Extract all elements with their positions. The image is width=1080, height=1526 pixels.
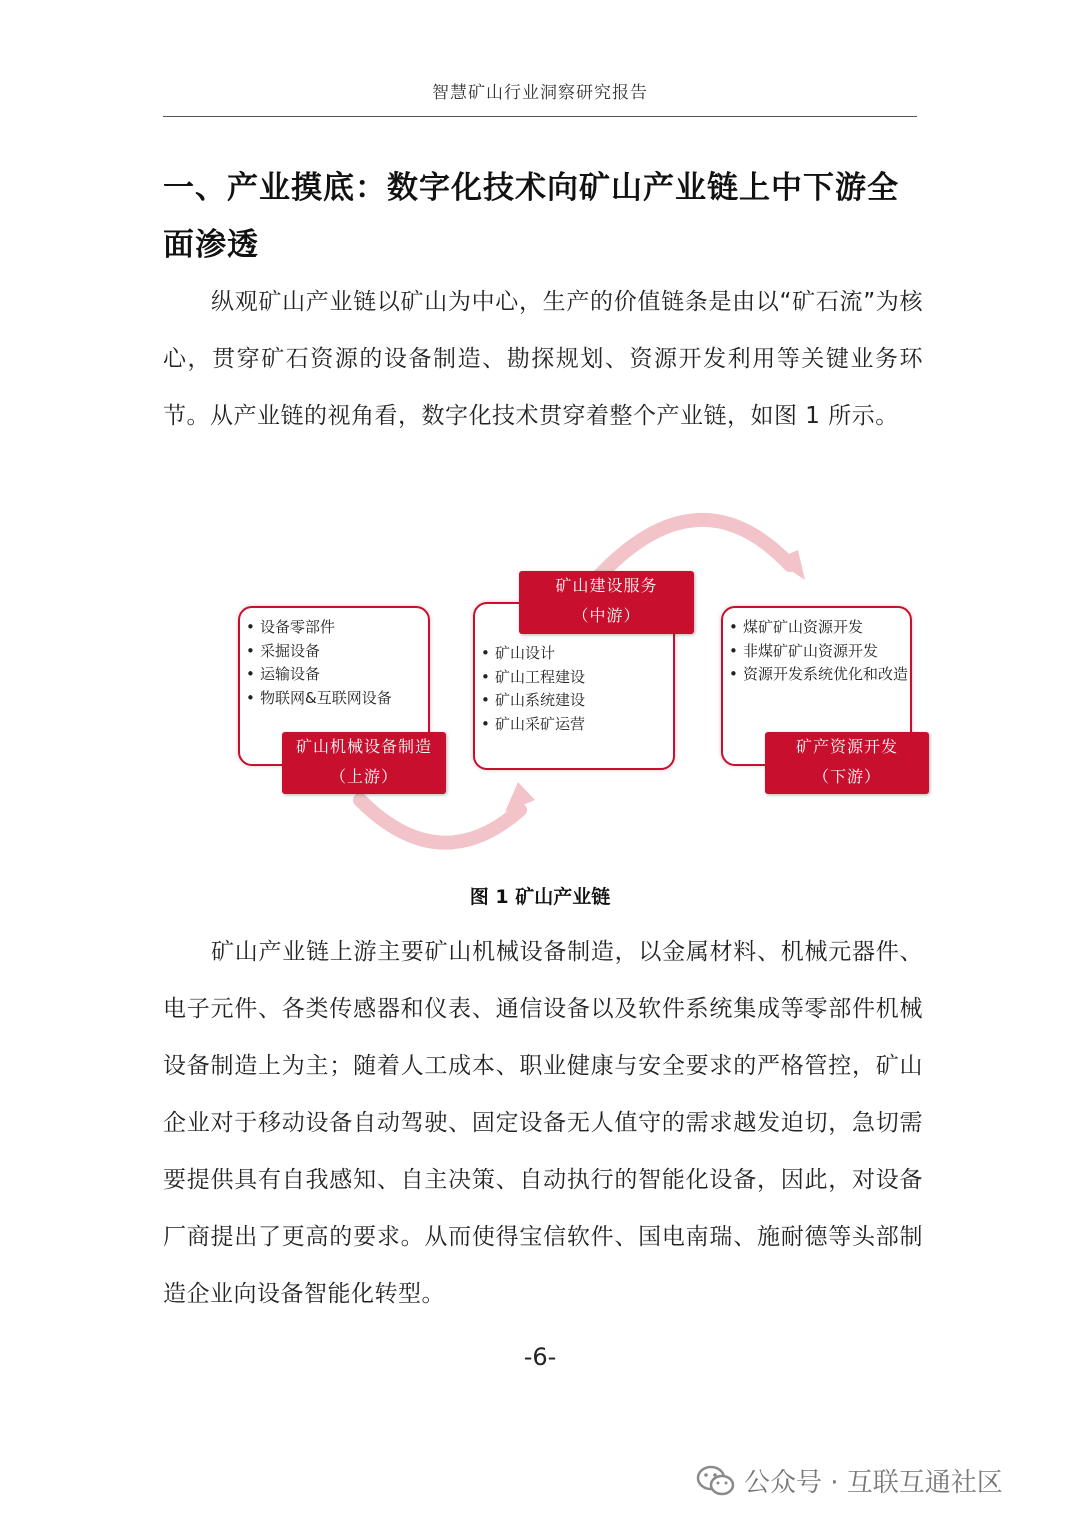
footer-text: 公众号 · 互联互通社区: [744, 1468, 1003, 1498]
midstream-item: • 矿山工程建设: [481, 666, 673, 690]
midstream-item: • 矿山设计: [481, 642, 673, 666]
downstream-label: [765, 732, 929, 794]
section-title: 一、产业摸底：数字化技术向矿山产业链上中下游全面渗透: [163, 170, 899, 263]
upstream-item: • 设备零部件: [246, 616, 428, 640]
figure-caption: 图 1 矿山产业链: [469, 886, 611, 908]
midstream-label-stage: （中游）: [572, 606, 641, 625]
intro-paragraph: 纵观矿山产业链以矿山为中心，生产的价值链条是由以“矿石流”为核心，贯穿矿石资源的设备制造、勘探规划、资源开发利用等关键业务环节。从产业链的视角看，数字化技术贯穿着整个产业链，如图 1 所示。: [163, 289, 923, 429]
upstream-item: • 采掘设备: [246, 640, 428, 664]
midstream-label-title: 矿山建设服务: [555, 576, 658, 595]
downstream-item: • 非煤矿矿山资源开发: [729, 640, 910, 664]
midstream-label: [519, 571, 694, 634]
bottom-arc-arrow: [360, 800, 520, 843]
upstream-item: • 运输设备: [246, 663, 428, 687]
downstream-item: • 煤矿矿山资源开发: [729, 616, 910, 640]
upstream-label: [282, 732, 446, 794]
midstream-item: • 矿山采矿运营: [481, 713, 673, 737]
upstream-label-title: 矿山机械设备制造: [295, 737, 432, 756]
downstream-label-stage: （下游）: [812, 767, 881, 786]
top-arc-arrow: [600, 520, 790, 575]
wechat-icon: [696, 1464, 736, 1498]
running-header: 智慧矿山行业洞察研究报告: [432, 83, 648, 103]
page-number: -6-: [523, 1343, 557, 1371]
upstream-item: • 物联网&互联网设备: [246, 687, 428, 711]
downstream-label-title: 矿产资源开发: [795, 737, 898, 756]
upstream-label-stage: （上游）: [329, 767, 398, 786]
upstream-paragraph: 矿山产业链上游主要矿山机械设备制造，以金属材料、机械元器件、电子元件、各类传感器和仪表、通信设备以及软件系统集成等零部件机械设备制造上为主；随着人工成本、职业健康与安全要求的严格管控，矿山企业对于移动设备自动驾驶、固定设备无人值守的需求越发迫切，急切需要提供具有自我感知、自主决策、自动执行的智能化设备，因此，对设备厂商提出了更高的要求。从而使得宝信软件、国电南瑞、施耐德等头部制造企业向设备智能化转型。: [163, 939, 923, 1307]
midstream-item: • 矿山系统建设: [481, 689, 673, 713]
footer-watermark: [696, 1462, 1003, 1499]
downstream-item: • 资源开发系统优化和改造: [729, 663, 910, 687]
